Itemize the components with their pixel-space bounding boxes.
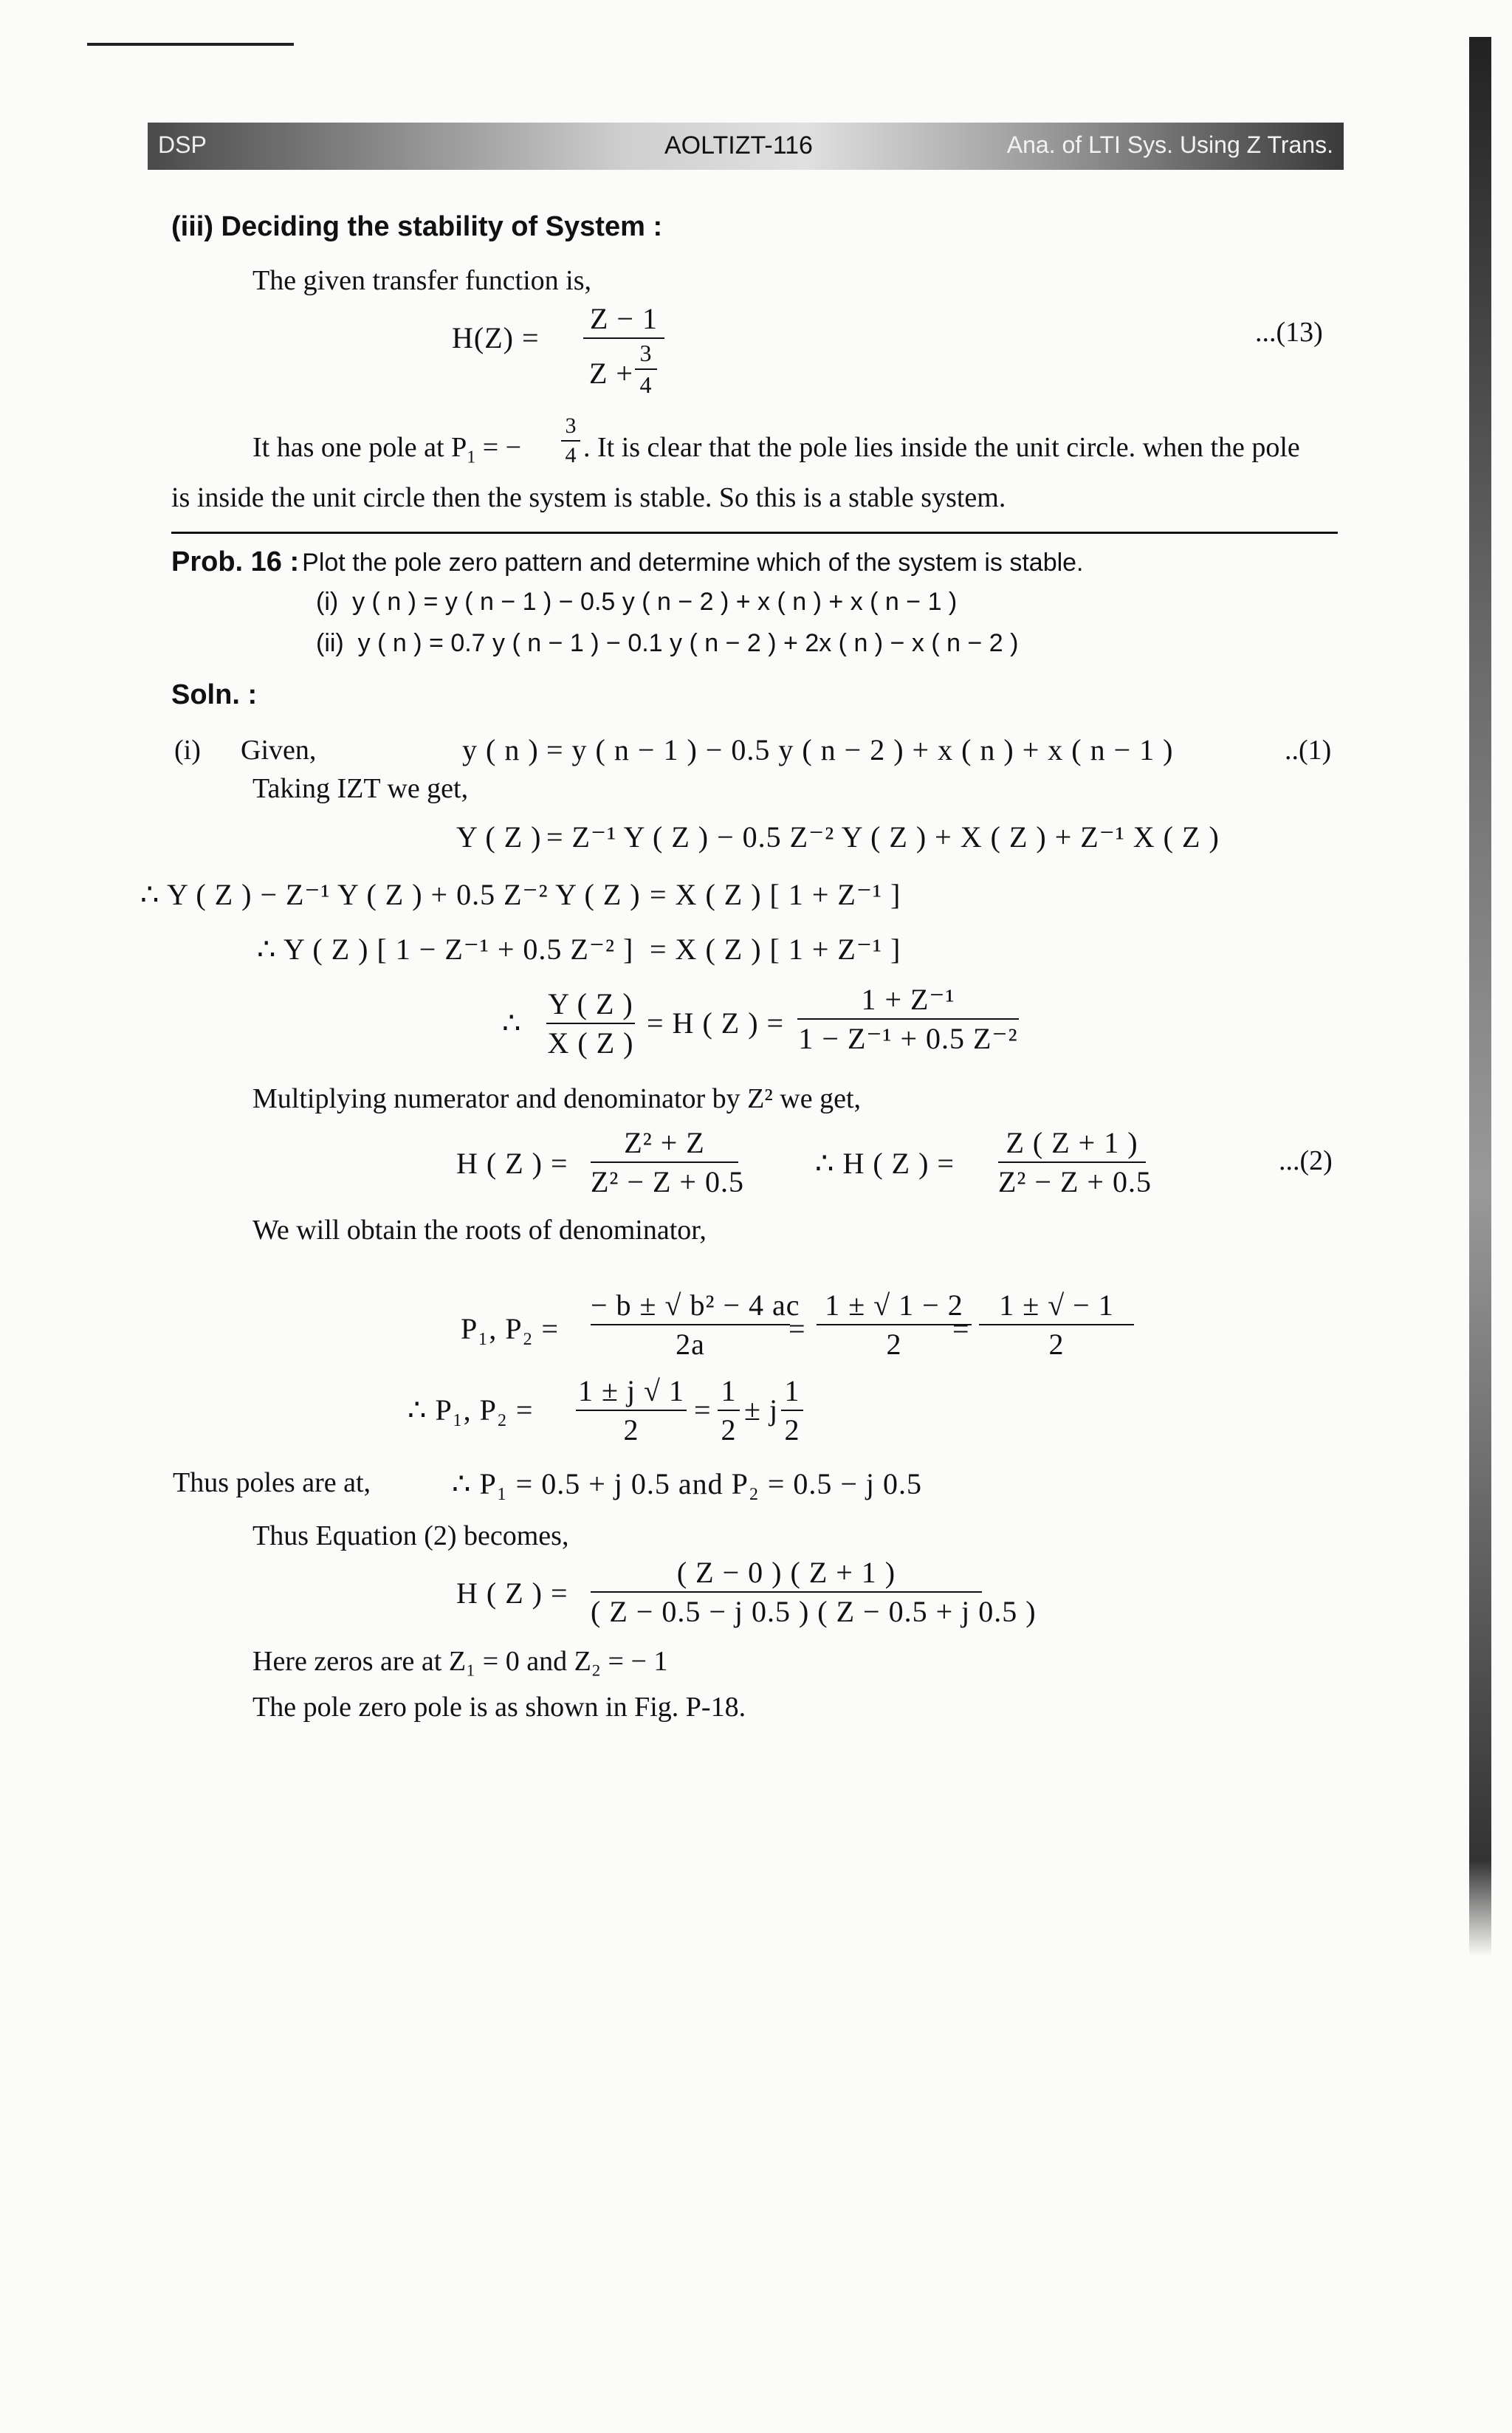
eq-line1-rhs: = Z⁻¹ Y ( Z ) − 0.5 Z⁻² Y ( Z ) + X ( Z ) + Z⁻¹ X ( Z ) xyxy=(546,820,1220,854)
p2-pm-j: ± j xyxy=(744,1393,779,1427)
p-lhs: P₁, P₂ = xyxy=(461,1312,559,1345)
p2-fraction-half: 1 2 xyxy=(718,1373,740,1447)
eq-line3-rhs: = X ( Z ) [ 1 + Z⁻¹ ] xyxy=(650,933,901,966)
problem-label: Prob. 16 : xyxy=(171,546,300,577)
problem-statement: Plot the pole zero pattern and determine which of the system is stable. xyxy=(302,549,1084,577)
eq-line2-rhs: = X ( Z ) [ 1 + Z⁻¹ ] xyxy=(650,878,901,911)
p-fraction-2: 1 ± √ 1 − 2 2 xyxy=(817,1288,972,1362)
izt-text: Taking IZT we get, xyxy=(252,773,469,804)
eq2-becomes-text: Thus Equation (2) becomes, xyxy=(252,1520,569,1551)
p2-fraction-half-2: 1 2 xyxy=(781,1373,803,1447)
pole-text-line1: It has one pole at $P_1$ = − xyxy=(252,432,522,467)
h3-fraction: ( Z − 0 ) ( Z + 1 ) ( Z − 0.5 − j 0.5 ) ( Z − 0.5 + j 0.5 ) xyxy=(591,1556,1037,1628)
h2-lhs: ∴ H ( Z ) = xyxy=(815,1147,955,1180)
p-eq-1: = xyxy=(788,1312,806,1345)
h-fraction: Z² + Z Z² − Z + 0.5 xyxy=(591,1126,744,1198)
hz-numerator: Z − 1 xyxy=(590,302,658,335)
pole-fraction: 3 4 xyxy=(561,413,580,468)
header-right: Ana. of LTI Sys. Using Z Trans. xyxy=(1006,131,1333,158)
quadratic-formula: − b ± √ b² − 4 ac 2a xyxy=(591,1288,800,1361)
eq-number-13: ...(13) xyxy=(1255,317,1323,348)
p-fraction-3: 1 ± √ − 1 2 xyxy=(979,1288,1134,1362)
header-left: DSP xyxy=(158,131,207,158)
part-i-label: (i) xyxy=(174,735,201,766)
hz-den-frac-num: 3 xyxy=(639,340,653,366)
hz-lhs: H(Z) = xyxy=(452,321,540,354)
eq-number-1: ..(1) xyxy=(1285,735,1332,766)
p2-eq: = xyxy=(694,1393,712,1427)
page-header-band xyxy=(148,123,1344,170)
hz-ratio-fraction: 1 + Z⁻¹ 1 − Z⁻¹ + 0.5 Z⁻² xyxy=(798,983,1018,1055)
eq-line3-lhs: ∴ Y ( Z ) [ 1 − Z⁻¹ + 0.5 Z⁻² ] xyxy=(257,933,634,966)
given-label: Given, xyxy=(241,735,317,766)
given-rhs: = y ( n − 1 ) − 0.5 y ( n − 2 ) + x ( n ) + x ( n − 1 ) xyxy=(546,733,1174,766)
solution-label: Soln. : xyxy=(171,679,258,710)
eq-line1-lhs: Y ( Z ) xyxy=(456,820,542,854)
figure-reference: The pole zero pole is as shown in Fig. P-18. xyxy=(252,1692,746,1723)
section-divider xyxy=(171,532,1338,534)
problem-item-i: (i) y ( n ) = y ( n − 1 ) − 0.5 y ( n − 2 ) + x ( n ) + x ( n − 1 ) xyxy=(316,588,958,616)
eq-line2-lhs: ∴ Y ( Z ) − Z⁻¹ Y ( Z ) + 0.5 Z⁻² Y ( Z ) xyxy=(140,878,641,911)
poles-lead: Thus poles are at, xyxy=(173,1467,371,1498)
hz-den-fraction xyxy=(635,340,657,399)
pole-text-line2: is inside the unit circle then the system is stable. So this is a stable system. xyxy=(171,482,1006,513)
header-code: AOLTIZT-116 xyxy=(664,131,813,159)
yz-over-xz: Y ( Z ) X ( Z ) xyxy=(547,987,634,1060)
top-rule xyxy=(87,43,294,46)
hz-equals: = H ( Z ) = xyxy=(647,1006,785,1040)
h2-fraction: Z ( Z + 1 ) Z² − Z + 0.5 xyxy=(998,1126,1152,1198)
problem-item-ii: (ii) y ( n ) = 0.7 y ( n − 1 ) − 0.1 y ( n − 2 ) + 2x ( n ) − x ( n − 2 ) xyxy=(316,629,1019,657)
hz-den-frac-den: 4 xyxy=(639,371,653,398)
problem-16 xyxy=(171,546,1084,578)
page-edge-shadow xyxy=(1469,37,1491,1957)
zeros-text: Here zeros are at Z₁ = 0 and Z₂ = − 1 xyxy=(252,1646,668,1677)
multiply-text: Multiplying numerator and denominator by Z² we get, xyxy=(252,1083,861,1114)
section-heading: (iii) Deciding the stability of System : xyxy=(171,211,663,242)
p2-fraction-1: 1 ± j √ 1 2 xyxy=(576,1373,687,1447)
h3-lhs: H ( Z ) = xyxy=(456,1576,568,1610)
hz-fraction xyxy=(583,301,664,340)
p-eq-2: = xyxy=(952,1312,970,1345)
pole-text-rest: . It is clear that the pole lies inside the unit circle. when the pole xyxy=(583,432,1300,463)
given-lhs: y ( n ) xyxy=(462,733,539,766)
poles-values: ∴ P₁ = 0.5 + j 0.5 and P₂ = 0.5 − j 0.5 xyxy=(452,1467,923,1500)
roots-text: We will obtain the roots of denominator, xyxy=(252,1215,707,1246)
intro-text: The given transfer function is, xyxy=(252,265,592,296)
therefore-sign: ∴ xyxy=(502,1006,522,1040)
hz-den-prefix: Z + xyxy=(589,357,633,390)
h-lhs: H ( Z ) = xyxy=(456,1147,568,1180)
p2-lhs: ∴ P₁, P₂ = xyxy=(408,1393,534,1427)
eq-number-2: ...(2) xyxy=(1279,1145,1333,1176)
